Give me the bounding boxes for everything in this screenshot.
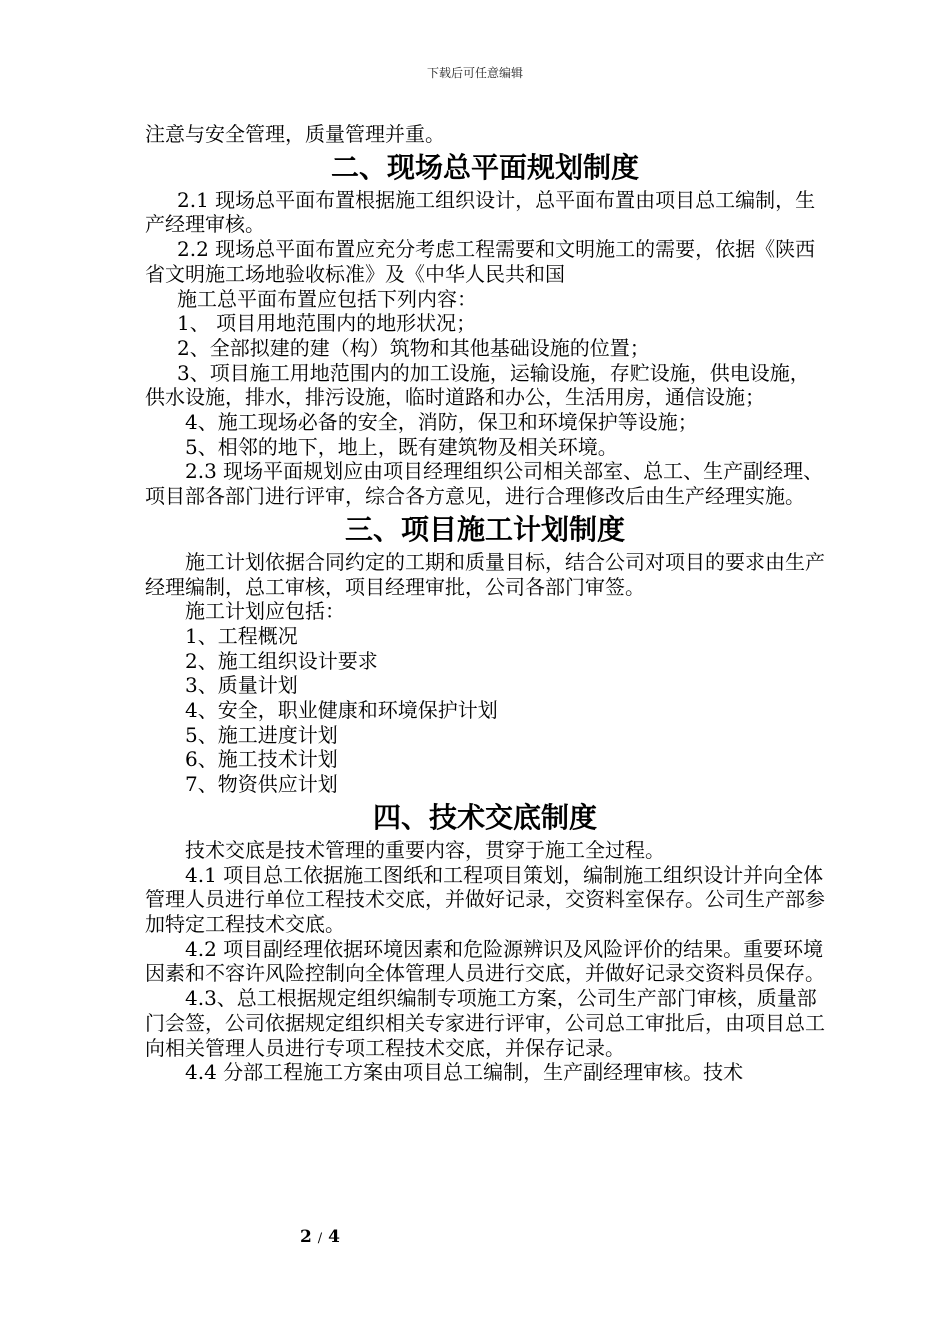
section-heading-3: 三、项目施工计划制度 [344, 512, 625, 546]
paragraph-3-1: 施工计划依据合同约定的工期和质量目标，结合公司对项目的要求由生产经理编制，总工审核，项目经理审批，公司各部门审签。 [145, 549, 825, 599]
list-item: 3、项目施工用地范围内的加工设施，运输设施，存贮设施，供电设施，供水设施，排水，排污设施，临时道路和办公，生活用房，通信设施； [145, 360, 810, 410]
paragraph-continuation: 注意与安全管理，质量管理并重。 [145, 122, 445, 146]
list-item: 4、施工现场必备的安全，消防，保卫和环境保护等设施； [185, 410, 698, 435]
page-separator: / [317, 1231, 323, 1246]
page-current: 2 [300, 1227, 312, 1247]
paragraph-3-list-intro: 施工计划应包括： [185, 599, 345, 624]
paragraph-2-2: 2.2 现场总平面布置应充分考虑工程需要和文明施工的需要，依据《陕西省文明施工场地验收标准》及《中华人民共和国 [145, 237, 816, 286]
paragraph-4-4: 4.4 分部工程施工方案由项目总工编制，生产副经理审核。技术 [185, 1060, 744, 1085]
list-item: 2、全部拟建的建（构）筑物和其他基础设施的位置； [177, 335, 650, 360]
page-number [300, 1227, 340, 1249]
page-header-note: 下载后可任意编辑 [426, 66, 523, 80]
page-total: 4 [328, 1227, 340, 1247]
paragraph-4-1: 4.1 项目总工依据施工图纸和工程项目策划，编制施工组织设计并向全体管理人员进行单位工程技术交底，并做好记录，交资料室保存。公司生产部参加特定工程技术交底。 [145, 862, 825, 936]
paragraph-2-1: 2.1 现场总平面布置根据施工组织设计，总平面布置由项目总工编制，生产经理审核。 [145, 187, 816, 237]
list-item: 4、安全，职业健康和环境保护计划 [185, 698, 498, 723]
section-heading-2: 二、现场总平面规划制度 [330, 150, 639, 184]
paragraph-2-3: 2.3 现场平面规划应由项目经理组织公司相关部室、总工、生产副经理、项目部各部门进行评审，综合各方意见，进行合理修改后由生产经理实施。 [145, 459, 824, 509]
paragraph-4-intro: 技术交底是技术管理的重要内容，贯穿于施工全过程。 [185, 837, 665, 862]
paragraph-4-3: 4.3、总工根据规定组织编制专项施工方案，公司生产部门审核，质量部门会签，公司依据规定组织相关专家进行评审，公司总工审批后，由项目总工向相关管理人员进行专项工程技术交底，并保存记录。 [145, 986, 825, 1060]
list-item: 1、工程概况 [185, 623, 298, 648]
paragraph-2-list-intro: 施工总平面布置应包括下列内容： [177, 286, 477, 311]
list-item: 1、 项目用地范围内的地形状况； [177, 311, 477, 336]
list-item: 6、施工技术计划 [185, 747, 338, 772]
list-item: 7、物资供应计划 [185, 772, 338, 797]
section-heading-4: 四、技术交底制度 [372, 800, 597, 834]
list-item: 2、施工组织设计要求 [185, 648, 378, 673]
list-item: 3、质量计划 [185, 673, 298, 698]
list-item: 5、相邻的地下，地上，既有建筑物及相关环境。 [185, 434, 618, 459]
list-item: 5、施工进度计划 [185, 722, 338, 747]
paragraph-4-2: 4.2 项目副经理依据环境因素和危险源辨识及风险评价的结果。重要环境因素和不容许风险控制向全体管理人员进行交底，并做好记录交资料员保存。 [145, 936, 825, 986]
document-body [145, 122, 825, 1085]
